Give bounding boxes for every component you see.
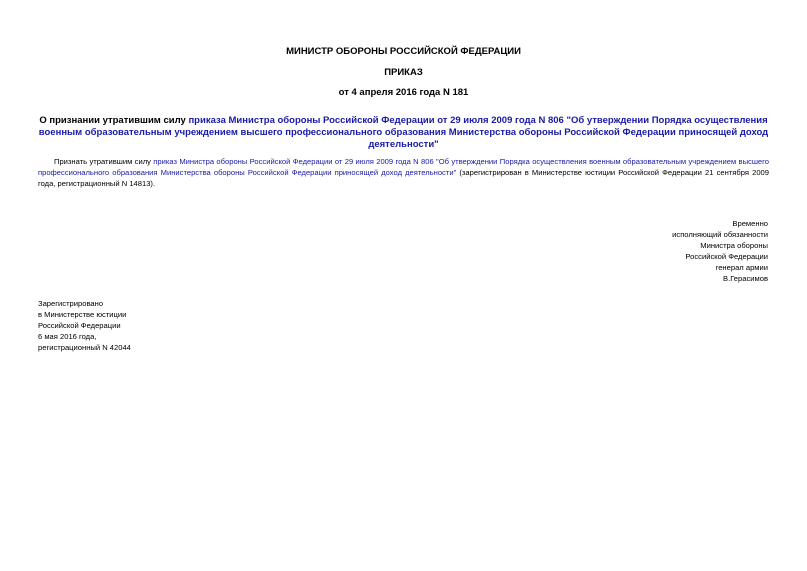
signature-line: Министра обороны bbox=[700, 241, 768, 250]
title-prefix: О признании утратившим силу bbox=[39, 115, 189, 126]
order-date-number: от 4 апреля 2016 года N 181 bbox=[338, 87, 469, 98]
registration-block bbox=[38, 298, 131, 353]
registration-number: регистрационный N 42044 bbox=[38, 343, 131, 352]
registration-line: Зарегистрировано bbox=[38, 299, 104, 308]
document-type: ПРИКАЗ bbox=[384, 67, 423, 78]
ministry-heading: МИНИСТР ОБОРОНЫ РОССИЙСКОЙ ФЕДЕРАЦИИ bbox=[286, 46, 521, 57]
signature-block bbox=[672, 218, 768, 284]
body-prefix: Признать утратившим силу bbox=[54, 157, 154, 166]
title-link[interactable]: приказа Министра обороны Российской Федерации от 29 июля 2009 года N 806 "Об утверждении Порядка осуществления военным образовательным учреждением высшего профессионального образования Министерства обороны Российской Федерации приносящей доход деятельности" bbox=[38, 115, 769, 150]
document-title bbox=[30, 115, 777, 151]
body-paragraph bbox=[38, 156, 769, 189]
body-link[interactable]: приказ Министра обороны Российской Федерации от 29 июля 2009 года N 806 "Об утверждении Порядка осуществления военным образовательным учреждением высшего профессионального образования Министерства обороны Российской Федерации приносящей доход деятельности" bbox=[38, 157, 769, 177]
registration-line: Российской Федерации bbox=[38, 321, 121, 330]
signature-line: Российской Федерации bbox=[685, 252, 768, 261]
signature-line: генерал армии bbox=[715, 263, 768, 272]
body-suffix: (зарегистрирован в Министерстве юстиции Российской Федерации 21 сентября 2009 года, регистрационный N 14813). bbox=[38, 168, 769, 188]
signature-line: Временно bbox=[732, 219, 768, 228]
signature-line: исполняющий обязанности bbox=[672, 230, 768, 239]
registration-date: 6 мая 2016 года, bbox=[38, 332, 97, 341]
registration-line: в Министерстве юстиции bbox=[38, 310, 127, 319]
signer-name: В.Герасимов bbox=[723, 274, 768, 283]
